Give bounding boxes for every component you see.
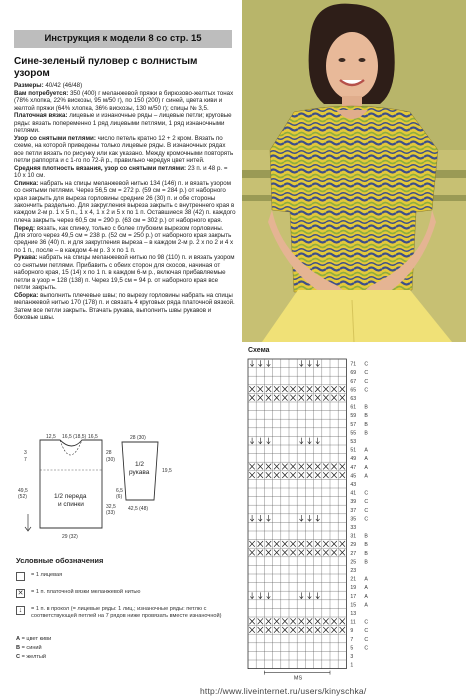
row-color-letter: B [364, 421, 368, 428]
row-color-letter: A [364, 585, 368, 592]
color-a: A = цвет киви [16, 636, 52, 642]
row-number: 9 [350, 628, 354, 635]
row-number: 61 [350, 404, 357, 411]
visuals-column [238, 0, 466, 699]
row-color-letter: C [364, 370, 369, 377]
article-title: Сине-зеленый пуловер с волнистым узором [14, 56, 198, 79]
pattern-paragraph: Узор со снятыми петлями: число петель кратно 12 + 2 кром. Вязать по схеме, на которой приведены только лицевые ряды. В изнаночных рядах все петли вязать по рисунку или как указано. Между кромочными повторять петли раппорта и с 1-го по 72-й р., правильно чередуя цвет нитей. [14, 134, 234, 164]
row-number: 15 [350, 602, 357, 609]
row-color-letter: C [364, 378, 369, 385]
dim-label: 28 [106, 450, 112, 456]
legend-item-garter: ✕ = 1 п. платочной вязки меланжевой нитью [17, 589, 141, 597]
model-photo-svg [242, 0, 466, 342]
row-color-letter: C [364, 628, 369, 635]
row-number: 39 [350, 499, 357, 506]
row-color-letter: A [364, 593, 368, 600]
front-back-outline [40, 440, 102, 528]
row-color-letter: A [364, 456, 368, 463]
right-eye [359, 58, 366, 62]
row-number: 13 [350, 611, 357, 617]
legend-list [16, 572, 236, 627]
instructions-body [14, 82, 236, 322]
row-number: 35 [350, 516, 357, 523]
pattern-pieces-diagram [10, 430, 234, 542]
row-number: 55 [350, 430, 357, 437]
empty-square-icon [16, 572, 25, 581]
row-color-letter: B [364, 404, 368, 411]
row-number: 57 [350, 421, 357, 428]
dim-label: 49,5 [18, 488, 28, 494]
row-color-letter: C [364, 619, 369, 626]
row-color-letter: B [364, 430, 368, 437]
sleeves-paragraph: Рукава: набрать на спицы меланжевой нитью по 98 (110) п. и вязать узором со снятыми петлями. Прибавить с обеих сторон для скосов, начиная от наборного края, 15 (14) х по 1 п. в каждом 6-м р., включая прибавляемые петли в узор = 128 (138) п. Через 19,5 см = 94 р. от наборного края все петли закрыть. [14, 254, 235, 292]
legend-item-slip: ↓ = 1 п. в прокол (= лицевые ряды: 1 лиц.; изнаночные ряды: петлю с соответствующей петлей на 7 рядов ниже провязать вместе изнаночной) [16, 606, 236, 619]
dim-label: 16,5 [88, 434, 98, 440]
assembly-paragraph: Сборка: выполнить плечевые швы; по вырезу горловины набрать на спицы меланжевой нитью 170 (178) п. и связать 4 круговых ряда платочной вязкой. Затем все петли закрыть. Втачать рукава, выполнить швы рукавов и боковые швы. [14, 291, 235, 321]
dim-label: (6) [116, 494, 123, 500]
row-color-letter: B [364, 533, 368, 540]
row-number: 69 [350, 370, 357, 377]
row-number: 51 [350, 447, 357, 454]
row-color-letter: C [364, 636, 369, 643]
sizes-paragraph: Размеры: 40/42 (46/48) [14, 82, 83, 89]
row-color-letter: B [364, 542, 368, 549]
color-c: C = желтый [16, 654, 47, 660]
sleeve-label: 1/2 [135, 461, 145, 468]
dim-label: 19,5 [162, 468, 172, 474]
row-color-letter: B [364, 559, 368, 566]
row-color-letter: C [364, 361, 369, 368]
row-color-letter: A [364, 576, 368, 583]
repeat-label: MS [293, 675, 303, 682]
dim-label: 32,5 [106, 504, 116, 510]
row-number: 21 [350, 576, 357, 583]
dim-label: (52) [18, 494, 27, 500]
knitting-chart-svg [242, 355, 462, 685]
row-number: 71 [350, 361, 357, 368]
row-number: 53 [350, 439, 357, 445]
row-color-letter: A [364, 473, 368, 480]
front-back-label: 1/2 переда [54, 493, 87, 500]
plat-paragraph: Платочная вязка: лицевые и изнаночные ряды – лицевые петли; круговые ряды: вязать попеременно 1 ряд лицевыми петлями, 1 ряд изнаночными петлями. [14, 112, 232, 135]
row-number: 19 [350, 585, 357, 592]
row-number: 47 [350, 464, 357, 471]
dim-label: 12,5 [46, 434, 56, 440]
row-color-letter: C [364, 645, 369, 652]
model-photo [242, 0, 466, 342]
row-number: 5 [350, 645, 354, 652]
row-number: 63 [350, 396, 357, 402]
source-url: http://www.liveinternet.ru/users/kinyschka/ [200, 686, 367, 696]
row-color-letter: A [364, 447, 368, 454]
legend-item-knit: = 1 лицевая [16, 572, 236, 581]
dim-label: 3 [24, 450, 27, 456]
row-color-letter: C [364, 499, 369, 506]
row-number: 7 [350, 636, 354, 643]
sleeve-label-2: рукава [129, 469, 150, 476]
row-number: 37 [350, 507, 357, 514]
row-number: 29 [350, 542, 357, 549]
row-number: 49 [350, 456, 357, 463]
row-color-letter: C [364, 507, 369, 514]
row-number: 31 [350, 533, 357, 540]
row-number: 45 [350, 473, 357, 480]
row-number: 33 [350, 525, 357, 531]
dim-label: 16,5 (18,5) [62, 434, 87, 440]
row-number: 11 [350, 619, 356, 626]
row-color-letter: B [364, 550, 368, 557]
dim-label: 28 (30) [130, 435, 146, 441]
row-color-letter: C [364, 516, 369, 523]
front-back-label-2: и спинки [58, 501, 84, 508]
back-paragraph: Спинка: набрать на спицы меланжевой нитью 134 (146) п. и вязать узором со снятыми петлями. Через 56,5 см = 272 р. (59 см = 284 р.) от наборного края закрыть для выреза горловины средние 26 (30) п. и обе стороны закончить раздельно. Для закругления выреза закрыть с внутреннего края в каждом 2-м р. 1 х 5 п., 1 х 4, 1 х 2 и 5 х по 1 п. Оставшиеся 38 (42) п. каждого плеча закрыть через 60,5 см = 290 р. (63 см = 302 р.) от наборного края. [14, 179, 236, 224]
materials-paragraph: Вам потребуется: 350 (400) г меланжевой пряжи в бирюзово-желтых тонах (78% хлопка, 22% вискозы, 95 м/50 г), по 150 (200) г синей, цвета киви и желтой пряжи (64% хлопка, 36% вискозы, 130 м/50 г); спицы № 3,5. [14, 89, 234, 112]
row-color-letter: B [364, 413, 368, 420]
face [326, 32, 378, 100]
dim-label: (33) [106, 510, 115, 516]
front-paragraph: Перед: вязать, как спинку, только с более глубоким вырезом горловины. Для этого через 49,5 см = 238 р. (52 см = 250 р.) от наборного края закрыть средние 36 (40) п. и для закругления выреза – в каждом 2-м р. 2 х по 2 и 4 х по 1 п., после – в каждом 4-м р. 3 х по 1 п. [14, 224, 234, 254]
schema-title: Схема [248, 347, 270, 354]
dim-label: 6,5 [116, 488, 123, 494]
legend-title: Условные обозначения [16, 556, 104, 565]
row-number: 17 [350, 593, 357, 600]
row-number: 3 [350, 654, 354, 660]
row-number: 41 [350, 490, 357, 497]
row-color-letter: C [364, 387, 369, 394]
dim-label: 29 (32) [62, 534, 78, 540]
down-arrow-square-icon: ↓ [16, 606, 25, 615]
dim-label: 7 [24, 457, 27, 463]
row-color-letter: A [364, 602, 368, 609]
row-number: 67 [350, 378, 357, 385]
dim-label: 42,5 (48) [128, 506, 149, 512]
left-eye [339, 58, 346, 62]
row-color-letter: C [364, 490, 369, 497]
row-number: 1 [350, 662, 354, 669]
color-legend [16, 635, 51, 662]
cross-square-icon: ✕ [17, 590, 24, 597]
knitting-chart [242, 355, 462, 685]
row-color-letter: A [364, 464, 368, 471]
neckline-curve [60, 440, 82, 455]
row-number: 59 [350, 413, 357, 420]
pattern-pieces-svg [10, 430, 234, 542]
dim-label: (30) [106, 457, 115, 463]
instruction-header: Инструкция к модели 8 со стр. 15 [14, 30, 232, 48]
row-number: 43 [350, 482, 357, 488]
color-b: B = синий [16, 645, 42, 651]
density-paragraph: Средняя плотность вязания, узор со снятыми петлями: 23 п. и 48 р. = 10 х 10 см. [14, 164, 228, 180]
row-number: 25 [350, 559, 357, 566]
row-number: 27 [350, 550, 357, 557]
row-number: 23 [350, 568, 357, 574]
row-number: 65 [350, 387, 357, 394]
